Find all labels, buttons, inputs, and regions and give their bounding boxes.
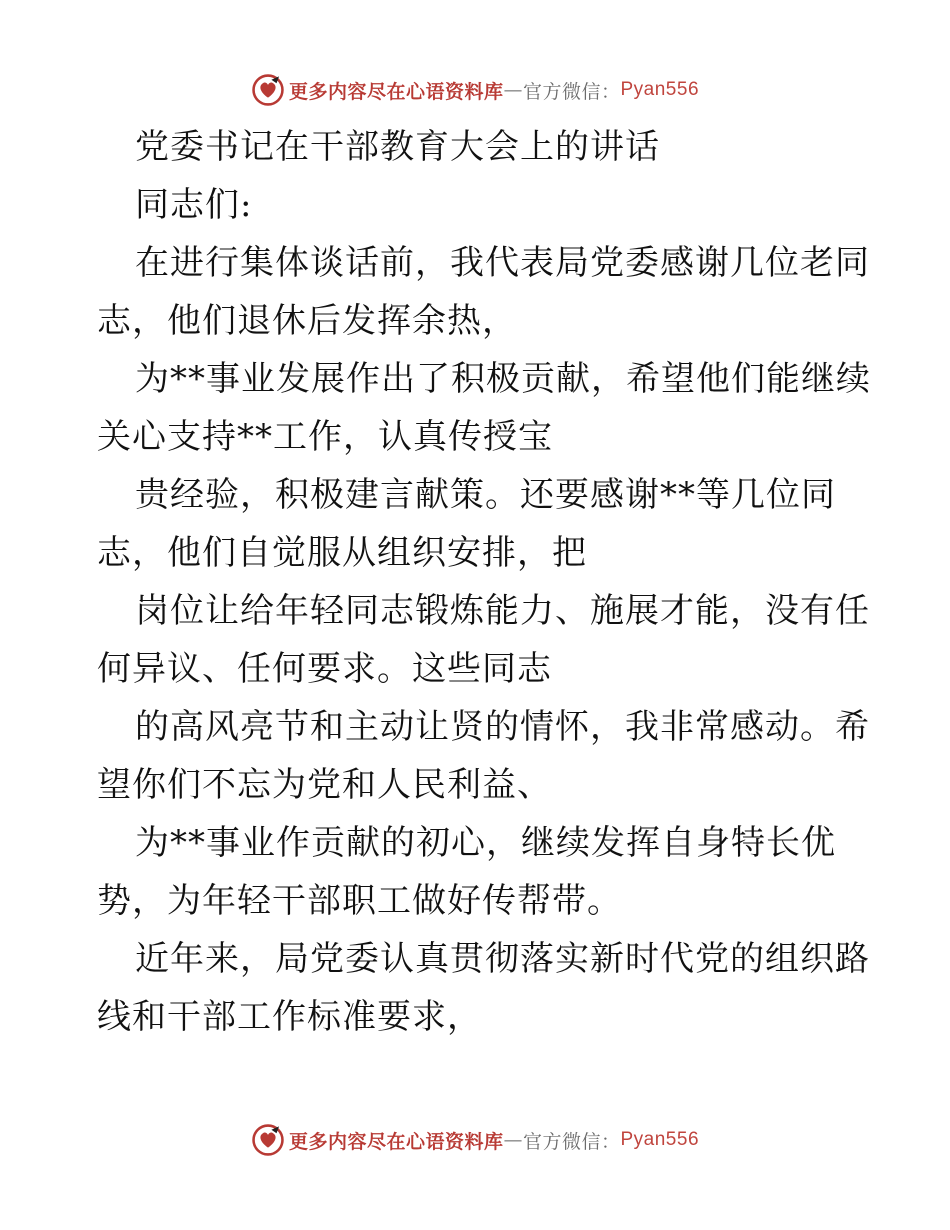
salutation: 同志们: [135, 185, 253, 225]
heart-pen-logo-icon [251, 1123, 285, 1157]
banner-separator: — [503, 79, 523, 101]
paragraph-line: 的高风亮节和主动让贤的情怀，我非常感动。希 [135, 707, 870, 747]
document-title: 党委书记在干部教育大会上的讲话 [135, 127, 660, 167]
paragraph-line: 近年来，局党委认真贯彻落实新时代党的组织路 [135, 939, 870, 979]
paragraph-line: 志，他们退休后发挥余热， [97, 301, 517, 341]
paragraph-line: 何异议、任何要求。这些同志 [97, 649, 552, 689]
paragraph-line: 在进行集体谈话前，我代表局党委感谢几位老同 [135, 243, 870, 283]
paragraph-line: 为**事业作贡献的初心，继续发挥自身特长优 [135, 823, 836, 863]
paragraph-line: 为**事业发展作出了积极贡献，希望他们能继续 [135, 359, 871, 399]
paragraph-line: 关心支持**工作，认真传授宝 [97, 417, 553, 457]
paragraph-line: 志，他们自觉服从组织安排，把 [97, 533, 587, 573]
paragraph-line: 岗位让给年轻同志锻炼能力、施展才能，没有任 [135, 591, 870, 631]
heart-pen-logo-icon [251, 73, 285, 107]
brand-text: 更多内容尽在心语资料库 [288, 80, 504, 103]
banner-separator: — [503, 1129, 523, 1151]
document-body [97, 118, 871, 1046]
paragraph-line: 线和干部工作标准要求， [97, 997, 482, 1037]
paragraph-line: 贵经验，积极建言献策。还要感谢**等几位同 [135, 475, 836, 515]
wechat-id: Pyan556 [620, 1129, 700, 1150]
wechat-id: Pyan556 [620, 79, 700, 100]
header-watermark [0, 70, 950, 110]
paragraph-line: 势，为年轻干部职工做好传帮带。 [97, 881, 622, 921]
paragraph-line: 望你们不忘为党和人民利益、 [97, 765, 552, 805]
brand-text: 更多内容尽在心语资料库 [288, 1130, 504, 1153]
wechat-label: 官方微信： [522, 1130, 621, 1153]
wechat-label: 官方微信： [522, 80, 621, 103]
footer-watermark [0, 1120, 950, 1160]
